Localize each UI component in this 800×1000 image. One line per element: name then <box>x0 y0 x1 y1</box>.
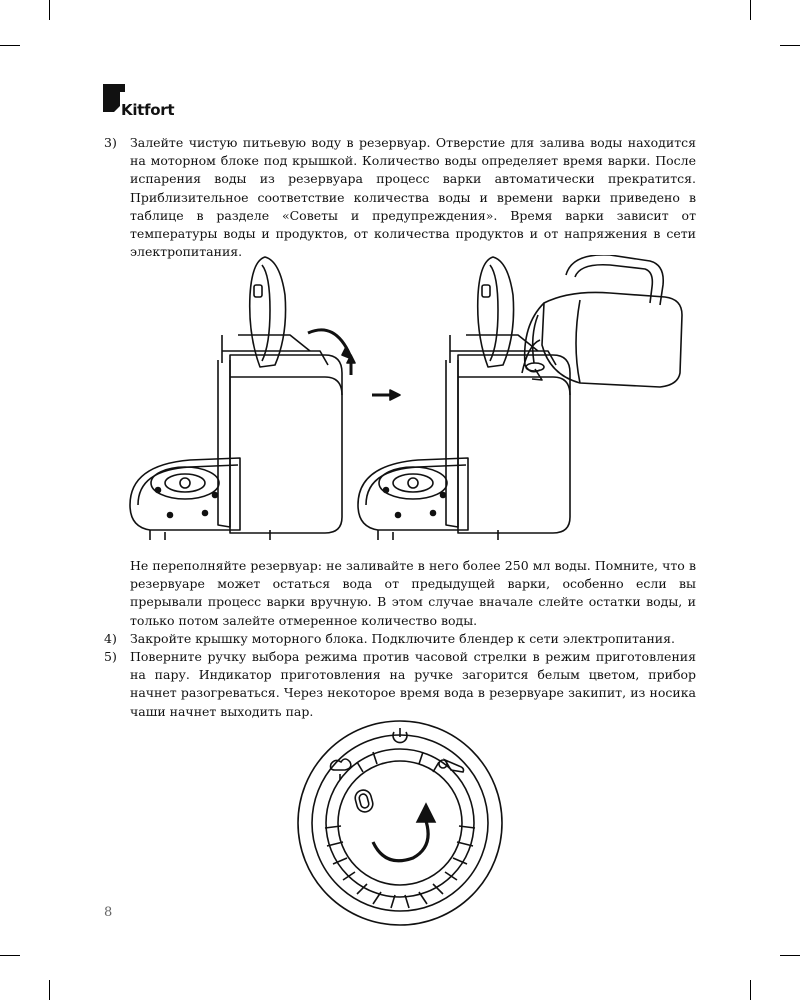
step-4-number: 4) <box>104 630 117 646</box>
crop-mark <box>780 955 800 956</box>
mode-knob-illustration <box>295 718 505 928</box>
step-4-text: Закройте крышку моторного блока. Подключите блендер к сети электропитания. <box>130 630 675 646</box>
knob-indicator-icon <box>353 788 374 813</box>
step-3-text: Залейте чистую питьевую воду в резервуар. Отверстие для залива воды находится на моторном блоке под крышкой. Количество воды определяет время варки. После испарения воды из резервуара процесс варки автоматически прекратится. Приблизительное соответствие количества воды и времени варки приведено в таблице в разделе «Советы и предупреждения». Время варки зависит от температуры воды и продуктов, от количества продуктов и от напряжения в сети электропитания. <box>130 135 696 260</box>
brand-name: Kitfort <box>121 101 175 119</box>
step-3-item <box>104 134 696 261</box>
steam-icon <box>331 759 351 780</box>
page-number: 8 <box>104 905 113 920</box>
step-5-item <box>104 648 696 721</box>
crop-mark <box>750 980 751 1000</box>
pouring-jug <box>522 255 682 387</box>
crop-mark <box>49 980 50 1000</box>
crop-mark <box>0 45 20 46</box>
rotate-arrow-icon <box>373 804 435 861</box>
appliance-left <box>130 257 355 540</box>
fill-reservoir-illustration <box>110 255 700 540</box>
overfill-warning: Не переполняйте резервуар: не заливайте в него более 250 мл воды. Помните, что в резервуаре может остаться вода от предыдущей варки, особенно если вы прерывали процесс варки вручную. В этом случае вначале слейте остатки воды, и только потом залейте отмеренное количество воды. <box>130 558 696 628</box>
step-3-number: 3) <box>104 135 117 150</box>
instructions-continued <box>104 557 696 721</box>
step-5-number: 5) <box>104 649 117 665</box>
crop-mark <box>49 0 50 20</box>
crop-mark <box>0 955 20 956</box>
crop-mark <box>750 0 751 20</box>
crop-mark <box>780 45 800 46</box>
step-5-text: Поверните ручку выбора режима против часовой стрелки в режим приготовления на пару. Индикатор приготовления на ручке загорится белым цветом, прибор начнет разогреваться. Через некоторое время вода в резервуаре закипит, из носика чаши начнет выходить пар. <box>130 649 696 719</box>
step-3 <box>104 134 696 261</box>
step-4-item <box>104 630 696 648</box>
